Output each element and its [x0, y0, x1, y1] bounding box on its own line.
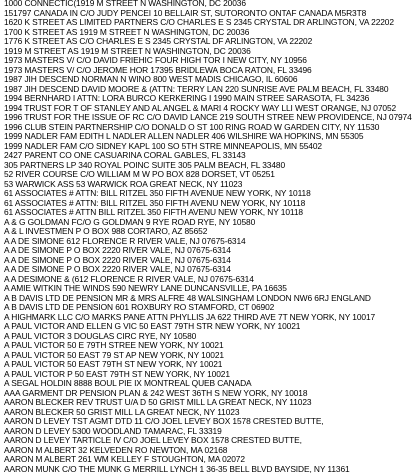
record-row: A PAUL VICTOR 50 E 79TH STREE NEW YORK, NY 10021 [4, 341, 412, 351]
record-row: 1999 NADLER FAM EDITH L NADLER ALLEN NADLER 406 WILSHIRE WA HOPKINS, MN 55305 [4, 132, 412, 142]
record-row: A A DE SIMONE 612 FLORENCE R RIVER VALE, NJ 07675-6314 [4, 237, 412, 247]
record-row: 1994 TRUST FOR T OF STANLEY AND AL ANGEL & MARI 4 ROCKY WAY LLI WEST ORANGE, NJ 07052 [4, 104, 412, 114]
record-row: 305 PARTNERS LP 340 ROYAL POINC SUITE 305 PALM BEACH, FL 33480 [4, 161, 412, 171]
record-row: A PAUL VICTOR 50 EAST 79TH ST NEW YORK, NY 10021 [4, 360, 412, 370]
record-row: 1996 TRUST FOR THE ISSUE OF RC C/O DAVID LANCE 219 SOUTH STREE NEW PROVIDENCE, NJ 07974 [4, 113, 412, 123]
record-row: AARON M ALBERT 32 KELVEDEN RO NEWTON, MA 02168 [4, 446, 412, 456]
record-row: 52 RIVER COURSE C/O WILLIAM M W PO BOX 828 DORSET, VT 05251 [4, 170, 412, 180]
record-row: AARON D LEVEY 5300 WOODLAND TAMARAC, FL 33319 [4, 427, 412, 437]
record-row: AARON D LEVEY TST AGMT DTD 11 C/O JOEL LEVEY BOX 1578 CRESTED BUTTE, [4, 417, 412, 427]
record-row: 1987 JIH DESCEND DAVID MOORE & (ATTN: TERRY LAN 220 SUNRISE AVE PALM BEACH, FL 33480 [4, 85, 412, 95]
record-row: AARON M ALBERT 261 WM KELLEY F STOUGHTON, MA 02072 [4, 455, 412, 465]
record-row: A A DE SIMONE P O BOX 2220 RIVER VALE, NJ 07675-6314 [4, 256, 412, 266]
record-row: A PAUL VICTOR 50 EAST 79 ST AP NEW YORK, NY 10021 [4, 351, 412, 361]
record-row: A HIGHMARK LLC C/O MARKS PANE ATTN PHYLLIS JA 622 THIRD AVE 7T NEW YORK, NY 10017 [4, 313, 412, 323]
record-row: 1987 JIH DESCEND NORMAN N WINO 800 WEST MADIS CHICAGO, IL 60606 [4, 75, 412, 85]
record-row: 1999 NADLER FAM C/O SIDNEY KAPL 100 SO 5TH STRE MINNEAPOLIS, MN 55402 [4, 142, 412, 152]
record-row: 53 WARWICK ASS 53 WARWICK ROA GREAT NECK, NY 11023 [4, 180, 412, 190]
record-row: AAA GARMENT DR PENSION PLAN & 242 WEST 36TH S NEW YORK, NY 10018 [4, 389, 412, 399]
record-row: A & L INVESTMEN P O BOX 988 CORTARO, AZ 85652 [4, 227, 412, 237]
record-row: AARON MUNK C/O THE MUNK G MERRILL LYNCH 1 36-35 BELL BLVD BAYSIDE, NY 11361 [4, 465, 412, 474]
record-row: A SEGAL HOLDIN 8888 BOUL PIE IX MONTREAL QUEB CANADA [4, 379, 412, 389]
record-row: 1996 CLUB STEIN PARTNERSHIP C/O DONALD O ST 100 RING ROAD W GARDEN CITY, NY 11530 [4, 123, 412, 133]
record-row: 1700 K STREET AS 1919 M STREET N WASHINGTON, DC 20036 [4, 28, 412, 38]
record-row: A B DAVIS LTD DE PENSION MR & MRS ALFRE 48 WALSINGHAM LONDON NW6 6RJ ENGLAND [4, 294, 412, 304]
record-row: 1994 BERNHARD I ATTN: LORA BURCO KERKERING I 1990 MAIN STREE SARASOTA, FL 34236 [4, 94, 412, 104]
record-row: 1776 K STREET AS C/O CHARLES E S 2345 CRYSTAL DF ARLINGTON, VA 22202 [4, 37, 412, 47]
record-row: AARON D LEVEY TARTICLE IV C/O JOEL LEVEY BOX 1578 CRESTED BUTTE, [4, 436, 412, 446]
record-row: 2427 PARENT CO ONE CASUARINA CORAL GABLES, FL 33143 [4, 151, 412, 161]
record-row: A A DESIMONE & (612 FLORENCE R RIVER VALE, NJ 07675-6314 [4, 275, 412, 285]
record-row: A AMIE WITKIN THE WINDS 590 NEWRY LANE DUNCANSVILLE, PA 16635 [4, 284, 412, 294]
record-row: 61 ASSOCIATES # ATTN: BILL RITZEL 350 FIFTH AVENU NEW YORK, NY 10118 [4, 199, 412, 209]
record-row: A PAUL VICTOR P 50 EAST 79TH ST NEW YORK, NY 10021 [4, 370, 412, 380]
record-row: 1620 K STREET AS LIMITED PARTNERS C/O CHARLES E S 2345 CRYSTAL DR ARLINGTON, VA 22202 [4, 18, 412, 28]
record-row: 61 ASSOCIATES # ATTN: BILL RITZEL 350 FIFTH AVENUE NEW YORK, NY 10118 [4, 189, 412, 199]
record-row: 1973 MASTERS V/ C/O JEROME HOR 17395 BRIDLEWA BOCA RATON, FL 33496 [4, 66, 412, 76]
record-row: AARON BLECKER REV TRUST U/A D 50 GRIST MILL LA GREAT NECK, NY 11023 [4, 398, 412, 408]
record-row: 1919 M STREET AS 1919 M STREET N WASHINGTON, DC 20036 [4, 47, 412, 57]
record-row: A A DE SIMONE P O BOX 2220 RIVER VALE, NJ 07675-6314 [4, 265, 412, 275]
record-row: 1973 MASTERS V/ C/O DAVID FRIEHIC FOUR HIGH TOR I NEW CITY, NY 10956 [4, 56, 412, 66]
record-row: A B DAVIS LTD DE PENSION 601 ROXBURY RO STAMFORD, CT 06902 [4, 303, 412, 313]
record-row: 151797 CANADA IN C/O JUDY PENCEI 10 BELLAIR ST, SUTORONTO ONTAF CANADA M5R3T8 [4, 9, 412, 19]
record-row: A & G GOLDMAN FC/O G GOLDMAN 9 RYE ROAD RYE, NY 10580 [4, 218, 412, 228]
record-row: A PAUL VICTOR 3 DOUGLAS CIRC RYE, NY 10580 [4, 332, 412, 342]
record-list [4, 0, 412, 474]
record-row: A A DE SIMONE P O BOX 2220 RIVER VALE, NJ 07675-6314 [4, 246, 412, 256]
record-row: A PAUL VICTOR AND ELLEN G VIC 50 EAST 79TH STR NEW YORK, NY 10021 [4, 322, 412, 332]
record-row: 1000 CONNECTIC(1919 M STREET N WASHINGTON, DC 20036 [4, 0, 412, 9]
record-row: 61 ASSOCIATES # ATTN BILL RITZEL 350 FIFTH AVENU NEW YORK, NY 10118 [4, 208, 412, 218]
record-row: AARON BLECKER 50 GRIST MILL LA GREAT NECK, NY 11023 [4, 408, 412, 418]
